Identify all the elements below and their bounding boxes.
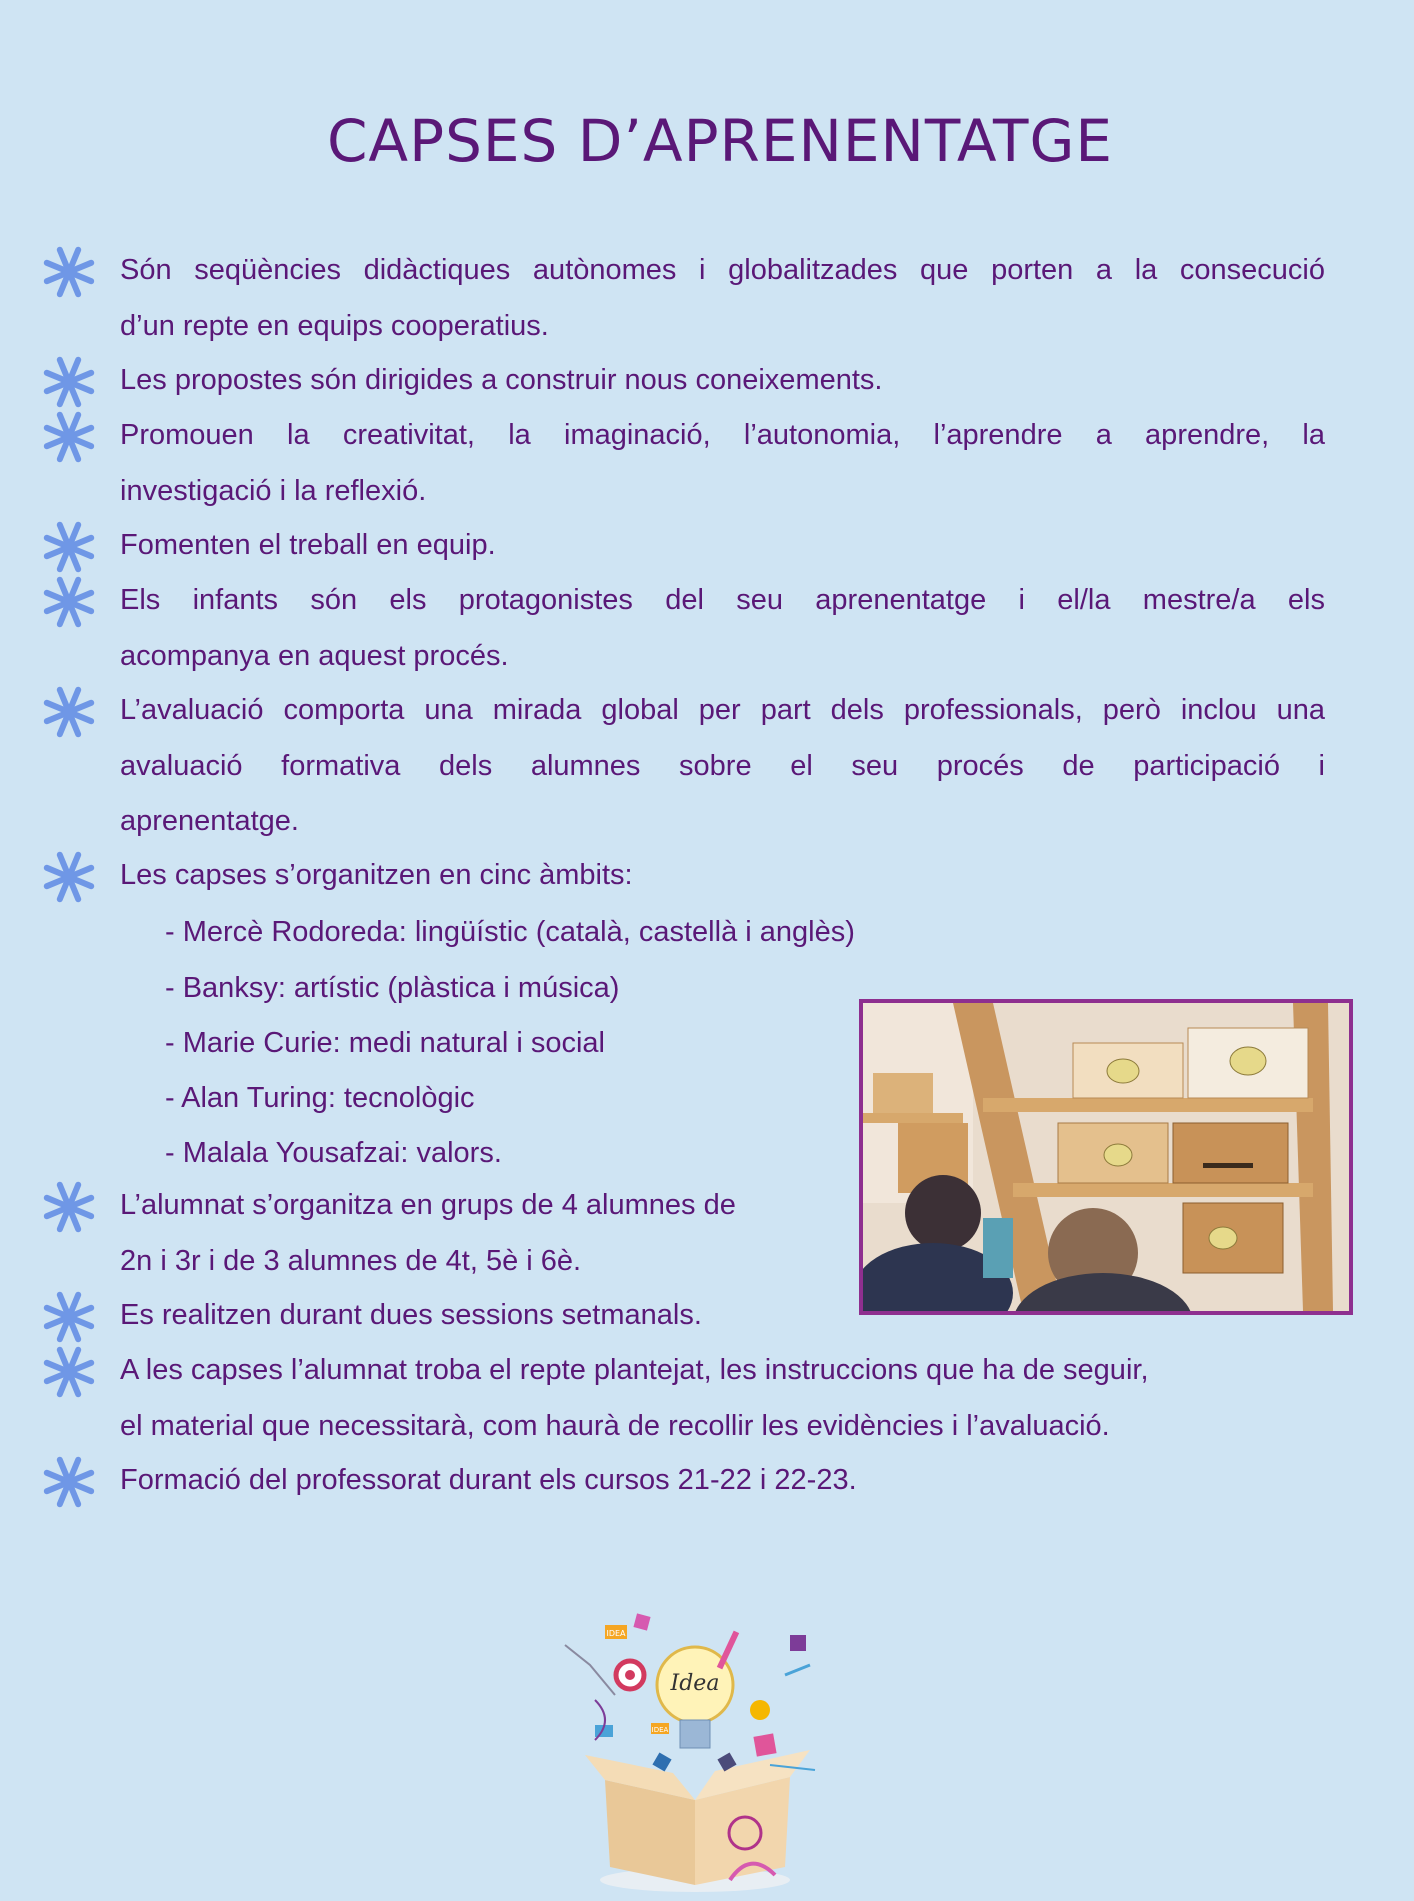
bullet-text-line: Es realitzen durant dues sessions setmanals. [120, 1299, 702, 1331]
page-title: CAPSES D’APRENENTATGE [326, 106, 1114, 175]
shelf-illustration [863, 1003, 1349, 1311]
bullet-text-line: Els infants són els protagonistes del seu aprenentatge i el/la mestre/a els [120, 584, 1325, 616]
asterisk-bullet-icon [40, 573, 98, 631]
asterisk-bullet-icon [40, 1343, 98, 1401]
asterisk-bullet-icon [40, 353, 98, 411]
asterisk-bullet-icon [40, 1288, 98, 1346]
asterisk-bullet-icon [40, 683, 98, 741]
learning-boxes-photo [859, 999, 1353, 1315]
bullet-text-line: Formació del professorat durant els cursos 21-22 i 22-23. [120, 1464, 857, 1496]
bullet-text-line: 2n i 3r i de 3 alumnes de 4t, 5è i 6è. [120, 1244, 582, 1277]
ambit-item: - Malala Yousafzai: valors. [165, 1137, 502, 1169]
svg-text:IDEA: IDEA [651, 1726, 669, 1734]
bullet-text-line: A les capses l’alumnat troba el repte plantejat, les instruccions que ha de seguir, [120, 1354, 1149, 1386]
bullet-text-line: avaluació formativa dels alumnes sobre el seu procés de participació i [120, 749, 1325, 782]
asterisk-bullet-icon [40, 518, 98, 576]
bullet-text-line: aprenentatge. [120, 805, 299, 837]
bullet-text-line: investigació i la reflexió. [120, 474, 427, 507]
svg-text:IDEA: IDEA [606, 1629, 626, 1638]
ambit-item: - Banksy: artístic (plàstica i música) [165, 972, 620, 1004]
asterisk-bullet-icon [40, 848, 98, 906]
asterisk-bullet-icon [40, 1178, 98, 1236]
bullet-text-line: Fomenten el treball en equip. [120, 529, 496, 561]
bullet-text-line: Les propostes són dirigides a construir nous coneixements. [120, 364, 883, 396]
asterisk-bullet-icon [40, 1453, 98, 1511]
asterisk-bullet-icon [40, 243, 98, 301]
bullet-text-line: el material que necessitarà, com haurà de recollir les evidències i l’avaluació. [120, 1409, 1110, 1442]
ambit-item: - Alan Turing: tecnològic [165, 1082, 475, 1114]
bullet-text-line: Promouen la creativitat, la imaginació, l’autonomia, l’aprendre a aprendre, la [120, 419, 1325, 451]
ambit-item: - Mercè Rodoreda: lingüístic (català, castellà i anglès) [165, 916, 855, 948]
bullet-text-line: Les capses s’organitzen en cinc àmbits: [120, 859, 633, 891]
idea-box-icon [555, 1605, 835, 1895]
bullet-text-line: L’avaluació comporta una mirada global per part dels professionals, però inclou una [120, 694, 1325, 726]
bullet-text-line: acompanya en aquest procés. [120, 639, 509, 672]
bulb-text: Idea [670, 1671, 720, 1696]
bullet-text-line: Són seqüències didàctiques autònomes i globalitzades que porten a la consecució [120, 254, 1325, 286]
idea-box-illustration [555, 1605, 835, 1895]
bullet-text-line: L’alumnat s’organitza en grups de 4 alumnes de [120, 1189, 736, 1221]
bullet-text-line: d’un repte en equips cooperatius. [120, 309, 549, 342]
ambit-item: - Marie Curie: medi natural i social [165, 1027, 605, 1059]
asterisk-bullet-icon [40, 408, 98, 466]
